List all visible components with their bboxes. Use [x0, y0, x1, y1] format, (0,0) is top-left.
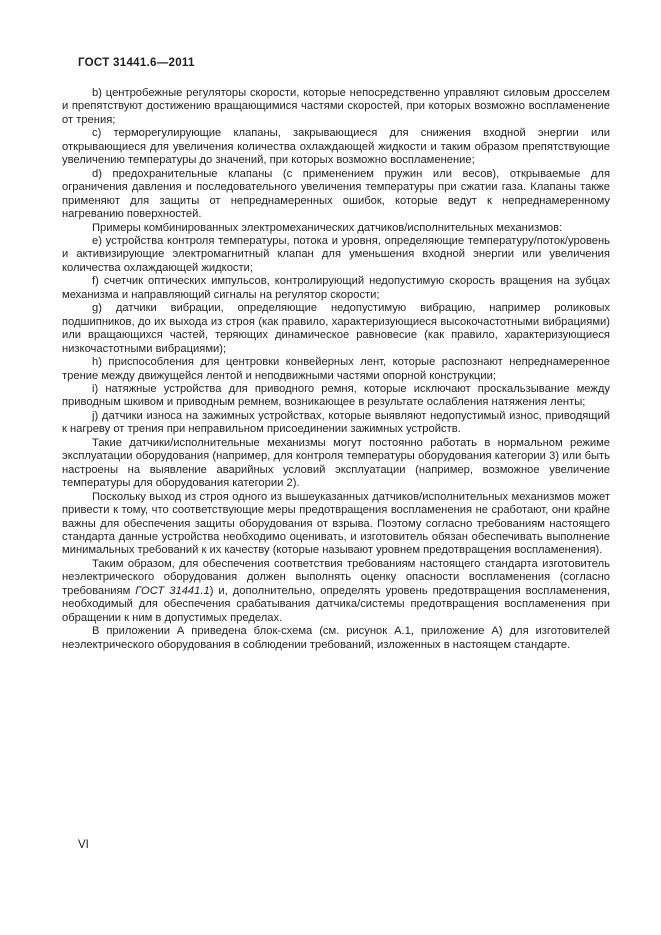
paragraph-text: h) приспособления для центровки конвейерных лент, которые распознают непреднамеренное трение между движущейся лентой и неподвижными частями опорной конструкции; [62, 356, 610, 382]
paragraph [62, 275, 610, 302]
paragraph [62, 127, 610, 167]
paragraph-text: Примеры комбинированных электромеханических датчиков/исполнительных механизмов: [92, 221, 563, 234]
paragraph-text: f) счетчик оптических импульсов, контролирующий недопустимую скорость вращения на зубцах механизма и направляющий сигналы на регулятор скорости; [62, 275, 610, 301]
paragraph [62, 87, 610, 127]
paragraph [62, 222, 610, 235]
paragraph [62, 491, 610, 558]
paragraph-text: ) и, дополнительно, определять уровень предотвращения воспламенения, необходимый для обеспечения срабатывания датчика/системы предотвращения воспламенения при обращении к ним в допустимых пределах. [62, 584, 610, 624]
paragraph [62, 437, 610, 491]
paragraph-text: g) датчики вибрации, определяющие недопустимую вибрацию, например роликовых подшипников, до их выхода из строя (как правило, характеризующиеся высокочастотными вибрациями) или вращающихся частей, теряющих динамическое равновесие (как правило, характеризующиеся низкочастотными вибрациями); [62, 302, 610, 355]
paragraph-text: d) предохранительные клапаны (с применением пружин или весов), открываемые для ограничения давления и последовательного увеличения температуры при сжатии газа. Клапаны также применяют для защиты от непреднамеренных ошибок, которые ведут к непреднамеренному нагреванию поверхностей. [62, 167, 610, 221]
paragraph-text: i) натяжные устройства для приводного ремня, которые исключают проскальзывание между приводным шкивом и приводным ремнем, возникающее в результате ослабления натяжения ленты; [62, 382, 610, 409]
paragraph [62, 625, 610, 652]
paragraph-text: Поскольку выход из строя одного из вышеуказанных датчиков/исполнительных механизмов может привести к тому, что соответствующие меры предотвращения воспламенения не сработают, они крайне важны для обеспечения защиты оборудования от взрыва. Поэтому согласно требованиям настоящего стандарта данные устройства необходимо оценивать, и изготовитель обязан обеспечивать выполнение минимальных требований к их качеству (которые называют уровнем предотвращения воспламенения). [62, 490, 610, 557]
page-number: VI [78, 839, 89, 851]
paragraph-text: Такие датчики/исполнительные механизмы могут постоянно работать в нормальном режиме эксплуатации оборудования (например, для контроля температуры оборудования категории 3) или быть настроены на выявление аварийных условий эксплуатации (например, возможное увеличение температуры для оборудования категории 2). [62, 436, 610, 490]
paragraph-text: b) центробежные регуляторы скорости, которые непосредственно управляют силовым дросселем и препятствуют достижению вращающимися частями скоростей, при которых возможно воспламенение от трения; [62, 87, 610, 126]
paragraph [62, 410, 610, 437]
paragraph-text: c) терморегулирующие клапаны, закрывающиеся для снижения входной энергии или открывающиеся для увеличения количества охлаждающей жидкости и таким образом препятствующие увеличению температуры до значений, при которых возможно воспламенение; [62, 127, 610, 167]
document-body [62, 87, 610, 652]
paragraph [62, 383, 610, 410]
paragraph-text: В приложении А приведена блок-схема (см. рисунок А.1, приложение А) для изготовителей неэлектрического оборудования в соблюдении требований, изложенных в настоящем стандарте. [62, 625, 610, 651]
paragraph-text: e) устройства контроля температуры, потока и уровня, определяющие температуру/поток/уровень и активизирующие электромагнитный клапан для уменьшения входной энергии или увеличения количества охлаждающей жидкости; [62, 234, 610, 274]
paragraph-text: Таким образом, для обеспечения соответствия требованиям настоящего стандарта изготовитель неэлектрического оборудования должен выполнять оценку опасности воспламенения (согласно требованиям [62, 557, 610, 597]
paragraph [62, 235, 610, 275]
paragraph [62, 168, 610, 222]
paragraph-text: j) датчики износа на зажимных устройствах, которые выявляют недопустимый износ, приводящий к нагреву от трения при неправильном присоединении зажимных устройств. [62, 409, 610, 436]
paragraph [62, 558, 610, 625]
document-title: ГОСТ 31441.6—2011 [78, 57, 195, 69]
referenced-standard: ГОСТ 31441.1 [135, 584, 210, 597]
paragraph [62, 302, 610, 356]
paragraph [62, 356, 610, 383]
